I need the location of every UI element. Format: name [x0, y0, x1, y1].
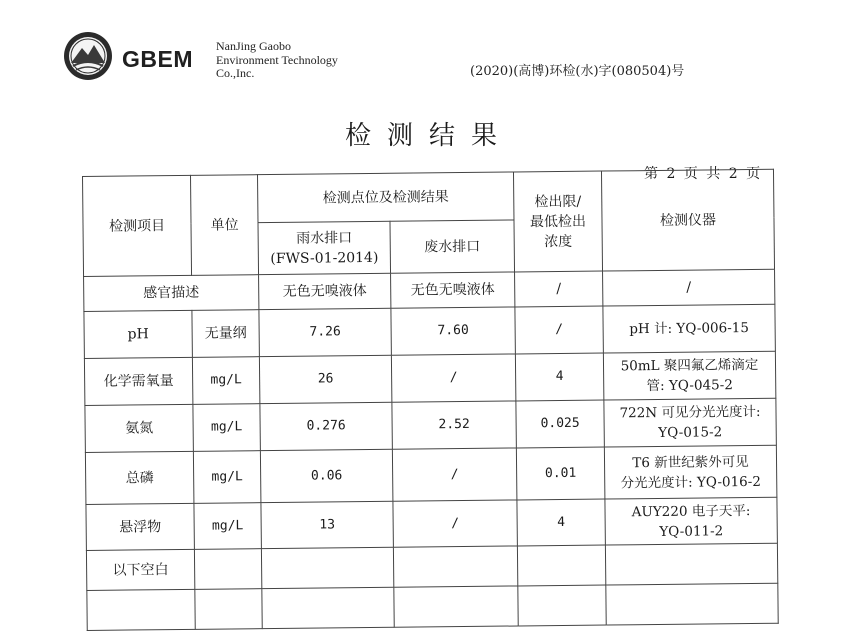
sensory-limit: /	[515, 271, 603, 307]
row-instrument	[605, 497, 777, 545]
row-unit: mg/L	[194, 503, 261, 550]
row-unit: 无量纲	[192, 310, 259, 358]
header-points-group: 检测点位及检测结果	[257, 172, 513, 223]
header-point1-name: 雨水排口	[296, 229, 353, 247]
row-p1: 13	[261, 501, 393, 548]
empty-cell	[518, 585, 606, 626]
table-row	[85, 398, 776, 452]
row-item: pH	[84, 310, 192, 358]
company-line: Co.,Inc.	[216, 66, 255, 80]
company-name	[216, 40, 338, 81]
table-row	[87, 583, 778, 630]
header-limit-line: 浓度	[544, 233, 573, 250]
row-instrument-line: YQ-015-2	[658, 424, 723, 441]
header-point1-code: (FWS-01-2014)	[270, 249, 379, 267]
empty-cell	[261, 547, 393, 588]
row-instrument-line: 722N 可见分光光度计:	[619, 403, 761, 422]
table-header-row	[83, 169, 774, 224]
document-number: (2020)(高博)环检(水)字(080504)号	[470, 64, 685, 79]
row-p1: 26	[259, 355, 391, 403]
row-p2: /	[391, 354, 515, 402]
header-point1	[258, 221, 391, 274]
row-instrument-line: AUY220 电子天平:	[631, 502, 751, 520]
company-logo	[62, 30, 114, 82]
row-p2: /	[393, 500, 517, 547]
table-row	[84, 304, 775, 358]
empty-cell	[262, 587, 394, 628]
header-instrument: 检测仪器	[601, 169, 774, 271]
row-p2: /	[392, 448, 517, 501]
sensory-p1: 无色无嗅液体	[259, 273, 391, 309]
row-item: 化学需氧量	[84, 357, 192, 405]
empty-cell	[605, 543, 777, 585]
header-unit: 单位	[190, 175, 258, 276]
row-instrument	[603, 351, 775, 400]
empty-cell	[194, 549, 261, 590]
row-instrument-line: 50mL 聚四氟乙烯滴定	[620, 356, 759, 375]
row-instrument	[604, 398, 776, 447]
row-limit: 4	[515, 353, 603, 401]
header-item: 检测项目	[83, 175, 192, 276]
row-instrument-line: pH 计: YQ-006-15	[629, 320, 750, 338]
sensory-label: 感官描述	[84, 275, 259, 312]
row-instrument-line: T6 新世纪紫外可见	[632, 453, 749, 471]
header-limit-line: 检出限/	[534, 193, 582, 210]
empty-cell	[606, 583, 778, 625]
header-limit	[513, 171, 602, 272]
row-p1: 0.06	[260, 449, 393, 502]
blank-label: 以下空白	[86, 549, 194, 590]
row-p1: 7.26	[259, 308, 391, 356]
company-line: Environment Technology	[216, 52, 338, 67]
row-limit: 4	[517, 499, 605, 546]
table-row	[85, 445, 777, 504]
row-instrument-line: 管: YQ-045-2	[646, 377, 733, 395]
page-indicator: 第 2 页 共 2 页	[644, 166, 763, 182]
row-instrument-line: YQ-011-2	[659, 522, 724, 540]
empty-cell	[517, 545, 605, 586]
results-table	[82, 169, 779, 631]
row-limit: /	[515, 306, 603, 354]
row-item: 总磷	[85, 451, 194, 504]
row-limit: 0.01	[516, 447, 605, 500]
company-line: NanJing Gaobo	[216, 39, 291, 53]
header-point2: 废水排口	[390, 220, 515, 273]
empty-cell	[195, 589, 262, 630]
sensory-p2: 无色无嗅液体	[391, 272, 515, 308]
empty-cell	[87, 589, 195, 630]
table-row	[86, 497, 777, 550]
row-unit: mg/L	[193, 404, 260, 452]
row-p2: 2.52	[392, 401, 516, 449]
row-instrument	[604, 445, 777, 499]
row-limit: 0.025	[516, 400, 604, 448]
row-p2: 7.60	[391, 307, 515, 355]
row-item: 氨氮	[85, 404, 193, 452]
row-unit: mg/L	[193, 451, 261, 504]
row-unit: mg/L	[192, 357, 259, 405]
table-row	[84, 351, 775, 405]
sensory-instrument: /	[603, 269, 775, 306]
row-instrument	[603, 304, 775, 353]
brand-name: GBEM	[122, 46, 193, 72]
row-p1: 0.276	[260, 402, 392, 450]
empty-cell	[393, 546, 517, 587]
page-title: 检测结果	[344, 121, 513, 151]
row-instrument-line: 分光光度计: YQ-016-2	[620, 473, 761, 491]
empty-cell	[394, 586, 518, 627]
header-limit-line: 最低检出	[529, 213, 587, 230]
row-item: 悬浮物	[86, 503, 194, 550]
